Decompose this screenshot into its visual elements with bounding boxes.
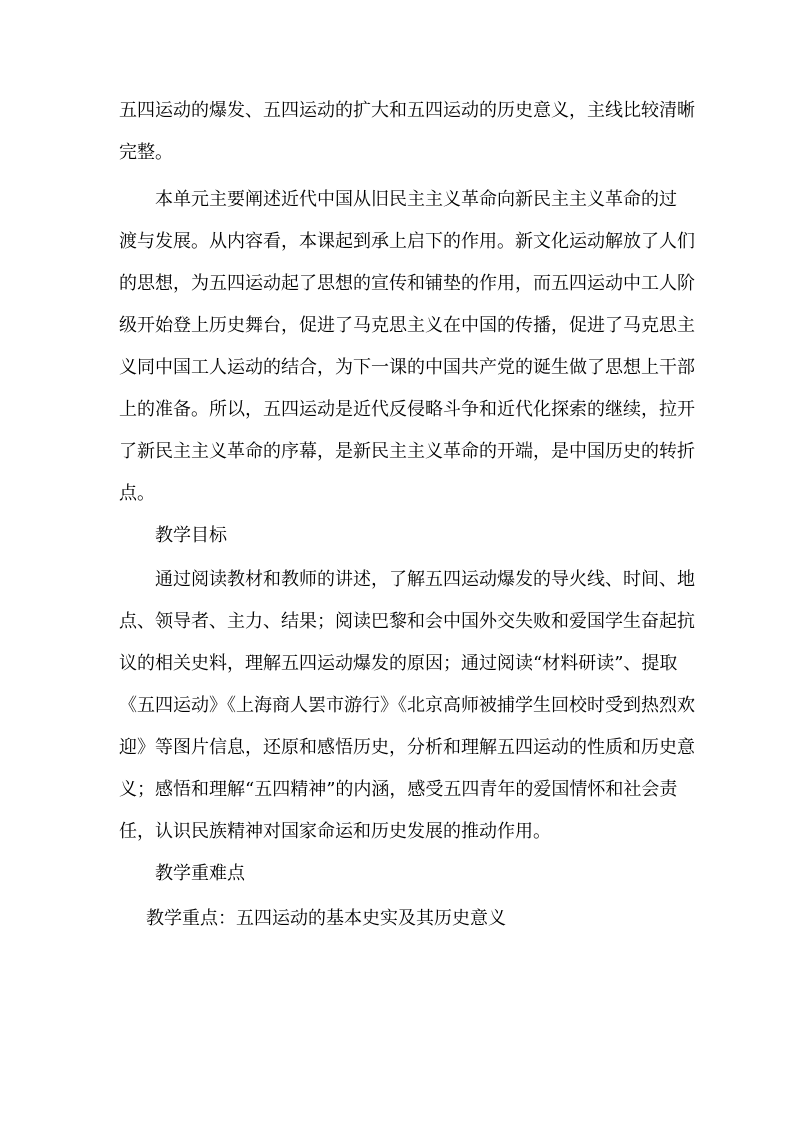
key-point-line: 教学重点：五四运动的基本史实及其历史意义	[146, 908, 506, 929]
paragraph-3-line-6: 义；感悟和理解“五四精神”的内涵，感受五四青年的爱国情怀和社会责	[119, 779, 678, 800]
paragraph-2-line-3: 的思想，为五四运动起了思想的宣传和铺垫的作用，而五四运动中工人阶	[119, 273, 695, 294]
paragraph-3-line-5: 迎》等图片信息，还原和感悟历史，分析和理解五四运动的性质和历史意	[119, 737, 695, 758]
paragraph-2-line-2: 渡与发展。从内容看，本课起到承上启下的作用。新文化运动解放了人们	[119, 231, 695, 252]
paragraph-2-line-4: 级开始登上历史舞台，促进了马克思主义在中国的传播，促进了马克思主	[119, 315, 695, 336]
paragraph-2-line-5: 义同中国工人运动的结合，为下一课的中国共产党的诞生做了思想上干部	[119, 357, 695, 378]
paragraph-3-line-4: 《五四运动》《上海商人罢市游行》《北京高师被捕学生回校时受到热烈欢	[119, 695, 695, 716]
paragraph-1-line-2: 完整。	[119, 142, 173, 163]
paragraph-3-line-7: 任，认识民族精神对国家命运和历史发展的推动作用。	[119, 821, 551, 842]
paragraph-2-line-6: 上的准备。所以，五四运动是近代反侵略斗争和近代化探索的继续，拉开	[119, 399, 695, 420]
paragraph-3-line-3: 议的相关史料，理解五四运动爆发的原因；通过阅读“材料研读”、提取	[119, 653, 678, 674]
paragraph-3-line-1: 通过阅读教材和教师的讲述，了解五四运动爆发的导火线、时间、地	[155, 569, 695, 590]
heading-key-difficult-points: 教学重难点	[155, 863, 245, 884]
paragraph-3-line-2: 点、领导者、主力、结果；阅读巴黎和会中国外交失败和爱国学生奋起抗	[119, 611, 695, 632]
paragraph-2-line-8: 点。	[119, 483, 155, 504]
paragraph-1-line-1: 五四运动的爆发、五四运动的扩大和五四运动的历史意义，主线比较清晰	[119, 100, 695, 121]
paragraph-2-line-1: 本单元主要阐述近代中国从旧民主主义革命向新民主主义革命的过	[155, 189, 677, 210]
paragraph-2-line-7: 了新民主主义革命的序幕，是新民主主义革命的开端，是中国历史的转折	[119, 441, 695, 462]
heading-teaching-goals: 教学目标	[155, 525, 227, 546]
